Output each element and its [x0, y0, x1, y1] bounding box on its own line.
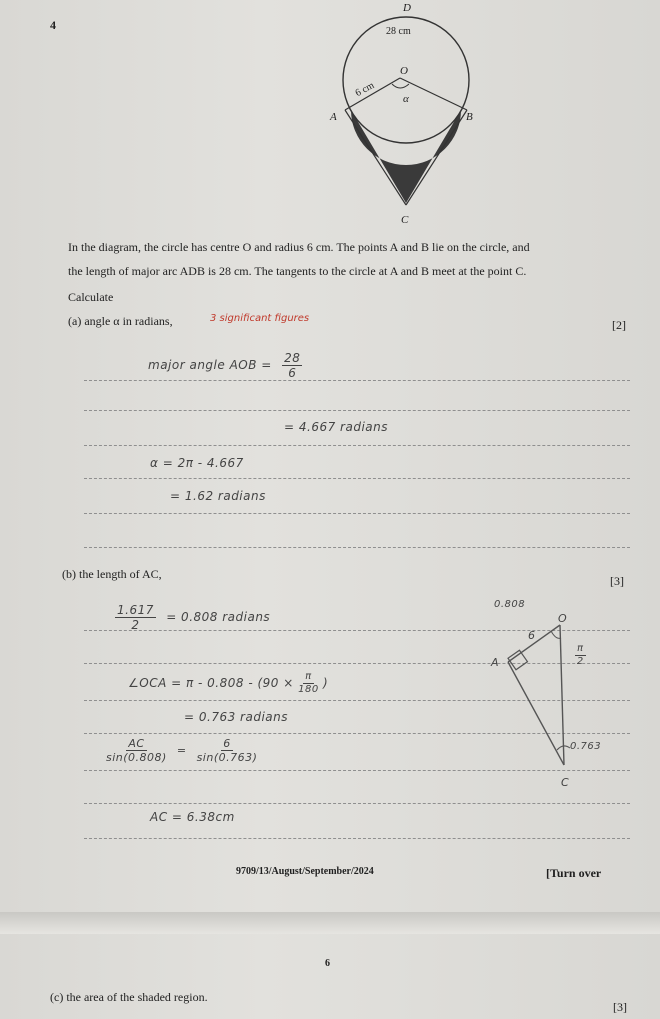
- answer-line: [84, 513, 630, 514]
- label-radius: 6 cm: [353, 80, 377, 99]
- sketch-edge-ac: [508, 662, 564, 765]
- part-a-annotation: 3 significant figures: [210, 313, 310, 324]
- label-a: A: [330, 111, 337, 123]
- answer-line: [84, 445, 630, 446]
- sketch-edge-oc: [560, 625, 564, 765]
- working-b-line-1: $\frac{1.617}{2}$ = 0.808 radians: [117, 603, 271, 632]
- sketch-label-c: C: [561, 776, 570, 789]
- next-page-number: 6: [325, 958, 330, 969]
- answer-line: [84, 410, 630, 411]
- answer-line: [84, 547, 630, 548]
- working-a-line-4: = 1.62 radians: [170, 489, 266, 503]
- alpha-arc: [392, 84, 409, 88]
- answer-line: [84, 380, 630, 381]
- answer-line: [84, 803, 630, 804]
- label-alpha: α: [403, 93, 409, 105]
- working-b-line-4: $\frac{AC}{\sin(0.808)}$ = $\frac{6}{\sin(0.763)}$: [106, 737, 258, 764]
- label-o: O: [400, 65, 408, 77]
- working-a-frac-den: 6: [288, 366, 297, 380]
- working-a-line-2: = 4.667 radians: [284, 420, 388, 434]
- sketch-angle-top: 0.808: [494, 599, 526, 610]
- question-stem-line-2: the length of major arc ADB is 28 cm. The tangents to the circle at A and B meet at the point C.: [68, 264, 527, 278]
- sketch-label-a: A: [491, 656, 500, 669]
- working-b-line-5: AC = 6.38cm: [150, 810, 235, 824]
- page-number: 4: [50, 18, 56, 32]
- part-c-marks: [3]: [613, 1000, 627, 1014]
- part-b-prompt: (b) the length of AC,: [62, 567, 162, 581]
- calculate-label: Calculate: [68, 290, 114, 304]
- part-c-prompt: (c) the area of the shaded region.: [50, 990, 208, 1004]
- tangent-bc: [406, 110, 467, 205]
- label-b: B: [466, 111, 473, 123]
- sketch-label-o: O: [558, 612, 568, 625]
- part-b-marks: [3]: [610, 574, 624, 588]
- question-stem-line-1: In the diagram, the circle has centre O and radius 6 cm. The points A and B lie on the circle, and: [68, 240, 530, 254]
- radius-ob: [400, 78, 467, 110]
- part-a-prompt: (a) angle α in radians,: [68, 314, 173, 328]
- paper-code: 9709/13/August/September/2024: [236, 866, 374, 877]
- label-c: C: [401, 214, 409, 226]
- label-d: D: [403, 2, 411, 14]
- sketch-triangle: [478, 600, 608, 780]
- working-a-line-3: α = 2π - 4.667: [150, 456, 244, 470]
- sketch-right-angle: $\frac{\pi}{2}$: [576, 643, 584, 667]
- page-break: [0, 912, 660, 934]
- working-a-frac-num: 28: [284, 351, 301, 365]
- label-arc-length: 28 cm: [386, 26, 411, 37]
- tangent-ac: [345, 110, 406, 205]
- working-b-line-2: ∠OCA = π - 0.808 - (90 × $\frac{\pi}{180}$ ): [128, 671, 329, 695]
- shaded-region: [351, 110, 461, 203]
- working-a-line-1: major angle AOB = $\frac{28}{6}$: [148, 351, 301, 380]
- sketch-angle-arc-top: [551, 631, 561, 638]
- sketch-side-length: 6: [528, 629, 536, 642]
- answer-line: [84, 478, 630, 479]
- turn-over: [Turn over: [546, 866, 602, 880]
- part-a-marks: [2]: [612, 318, 626, 332]
- working-b-line-3: = 0.763 radians: [184, 710, 288, 724]
- sketch-angle-bottom: 0.763: [570, 741, 602, 752]
- answer-line: [84, 838, 630, 839]
